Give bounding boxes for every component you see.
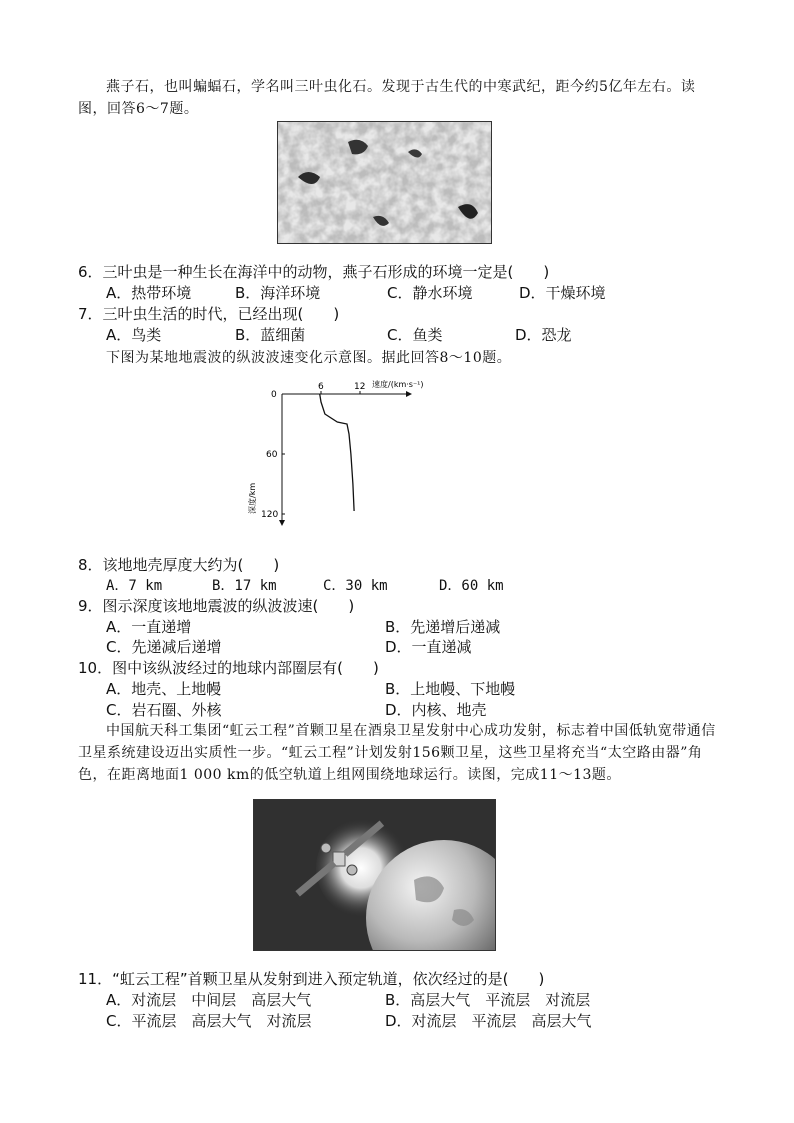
- question-7-stem: 7．三叶虫生活的时代，已经出现( ): [78, 305, 340, 323]
- question-8-stem: 8．该地地壳厚度大约为( ): [78, 556, 280, 574]
- y-tick-label: 60: [266, 450, 278, 460]
- question-6-stem: 6．三叶虫是一种生长在海洋中的动物，燕子石形成的环境一定是( ): [78, 263, 550, 281]
- q7-option-a[interactable]: A．鸟类: [106, 326, 162, 344]
- velocity-curve: [320, 394, 354, 511]
- trilobite-fossil-image: [277, 121, 492, 244]
- q9-option-d[interactable]: D．一直递减: [385, 638, 472, 656]
- satellite-earth-image: [253, 799, 496, 951]
- y-axis-arrow: [279, 520, 285, 526]
- question-10-stem: 10．图中该纵波经过的地球内部圈层有( ): [78, 659, 379, 677]
- passage-hongyun: 中国航天科工集团“虹云工程”首颗卫星在酒泉卫星发射中心成功发射，标志着中国低轨宽带通信卫星系统建设迈出实质性一步。“虹云工程”计划发射156颗卫星，这些卫星将充当“太空路由器”角色，在距离地面1 000 km的低空轨道上组网围绕地球运行。读图，完成11～13题。: [78, 723, 716, 783]
- q6-option-b[interactable]: B．海洋环境: [235, 284, 321, 302]
- seismic-velocity-chart: [240, 374, 460, 534]
- q10-option-c[interactable]: C．岩石圈、外核: [106, 701, 222, 719]
- q8-option-c[interactable]: C．30 km: [323, 578, 388, 594]
- q7-option-c[interactable]: C．鱼类: [387, 326, 443, 344]
- question-9-stem: 9．图示深度该地地震波的纵波波速( ): [78, 597, 355, 615]
- q11-option-d[interactable]: D．对流层 平流层 高层大气: [385, 1012, 592, 1030]
- q10-option-a[interactable]: A．地壳、上地幔: [106, 680, 222, 698]
- q11-option-a[interactable]: A．对流层 中间层 高层大气: [106, 991, 312, 1009]
- q11-option-c[interactable]: C．平流层 高层大气 对流层: [106, 1012, 312, 1030]
- question-11-stem: 11．“虹云工程”首颗卫星从发射到进入预定轨道，依次经过的是( ): [78, 970, 545, 988]
- q10-option-b[interactable]: B．上地幔、下地幔: [385, 680, 516, 698]
- q9-option-b[interactable]: B．先递增后递减: [385, 618, 501, 636]
- q9-option-a[interactable]: A．一直递增: [106, 618, 192, 636]
- q10-option-d[interactable]: D．内核、地壳: [385, 701, 487, 719]
- q6-option-a[interactable]: A．热带环境: [106, 284, 192, 302]
- x-axis-arrow: [406, 391, 412, 397]
- y-axis-label: 深度/km: [248, 482, 257, 514]
- x-axis-label: 速度/(km·s⁻¹): [372, 380, 424, 389]
- passage-trilobite: 燕子石，也叫蝙蝠石，学名叫三叶虫化石。发现于古生代的中寒武纪，距今约5亿年左右。读图，回答6～7题。: [78, 79, 696, 117]
- y-tick-label: 120: [261, 510, 279, 520]
- q6-option-c[interactable]: C．静水环境: [387, 284, 473, 302]
- q8-option-a[interactable]: A．7 km: [106, 578, 163, 594]
- q7-option-d[interactable]: D．恐龙: [515, 326, 572, 344]
- y-tick-label: 0: [271, 390, 277, 400]
- q6-option-d[interactable]: D．干燥环境: [519, 284, 606, 302]
- q11-option-b[interactable]: B．高层大气 平流层 对流层: [385, 991, 591, 1009]
- q8-option-d[interactable]: D．60 km: [439, 578, 504, 594]
- passage-seismic: 下图为某地地震波的纵波波速变化示意图。据此回答8～10题。: [106, 350, 512, 366]
- x-tick-label: 12: [354, 382, 366, 392]
- q8-option-b[interactable]: B．17 km: [212, 578, 277, 594]
- q9-option-c[interactable]: C．先递减后递增: [106, 638, 222, 656]
- q7-option-b[interactable]: B．蓝细菌: [235, 326, 306, 344]
- x-tick-label: 6: [318, 382, 324, 392]
